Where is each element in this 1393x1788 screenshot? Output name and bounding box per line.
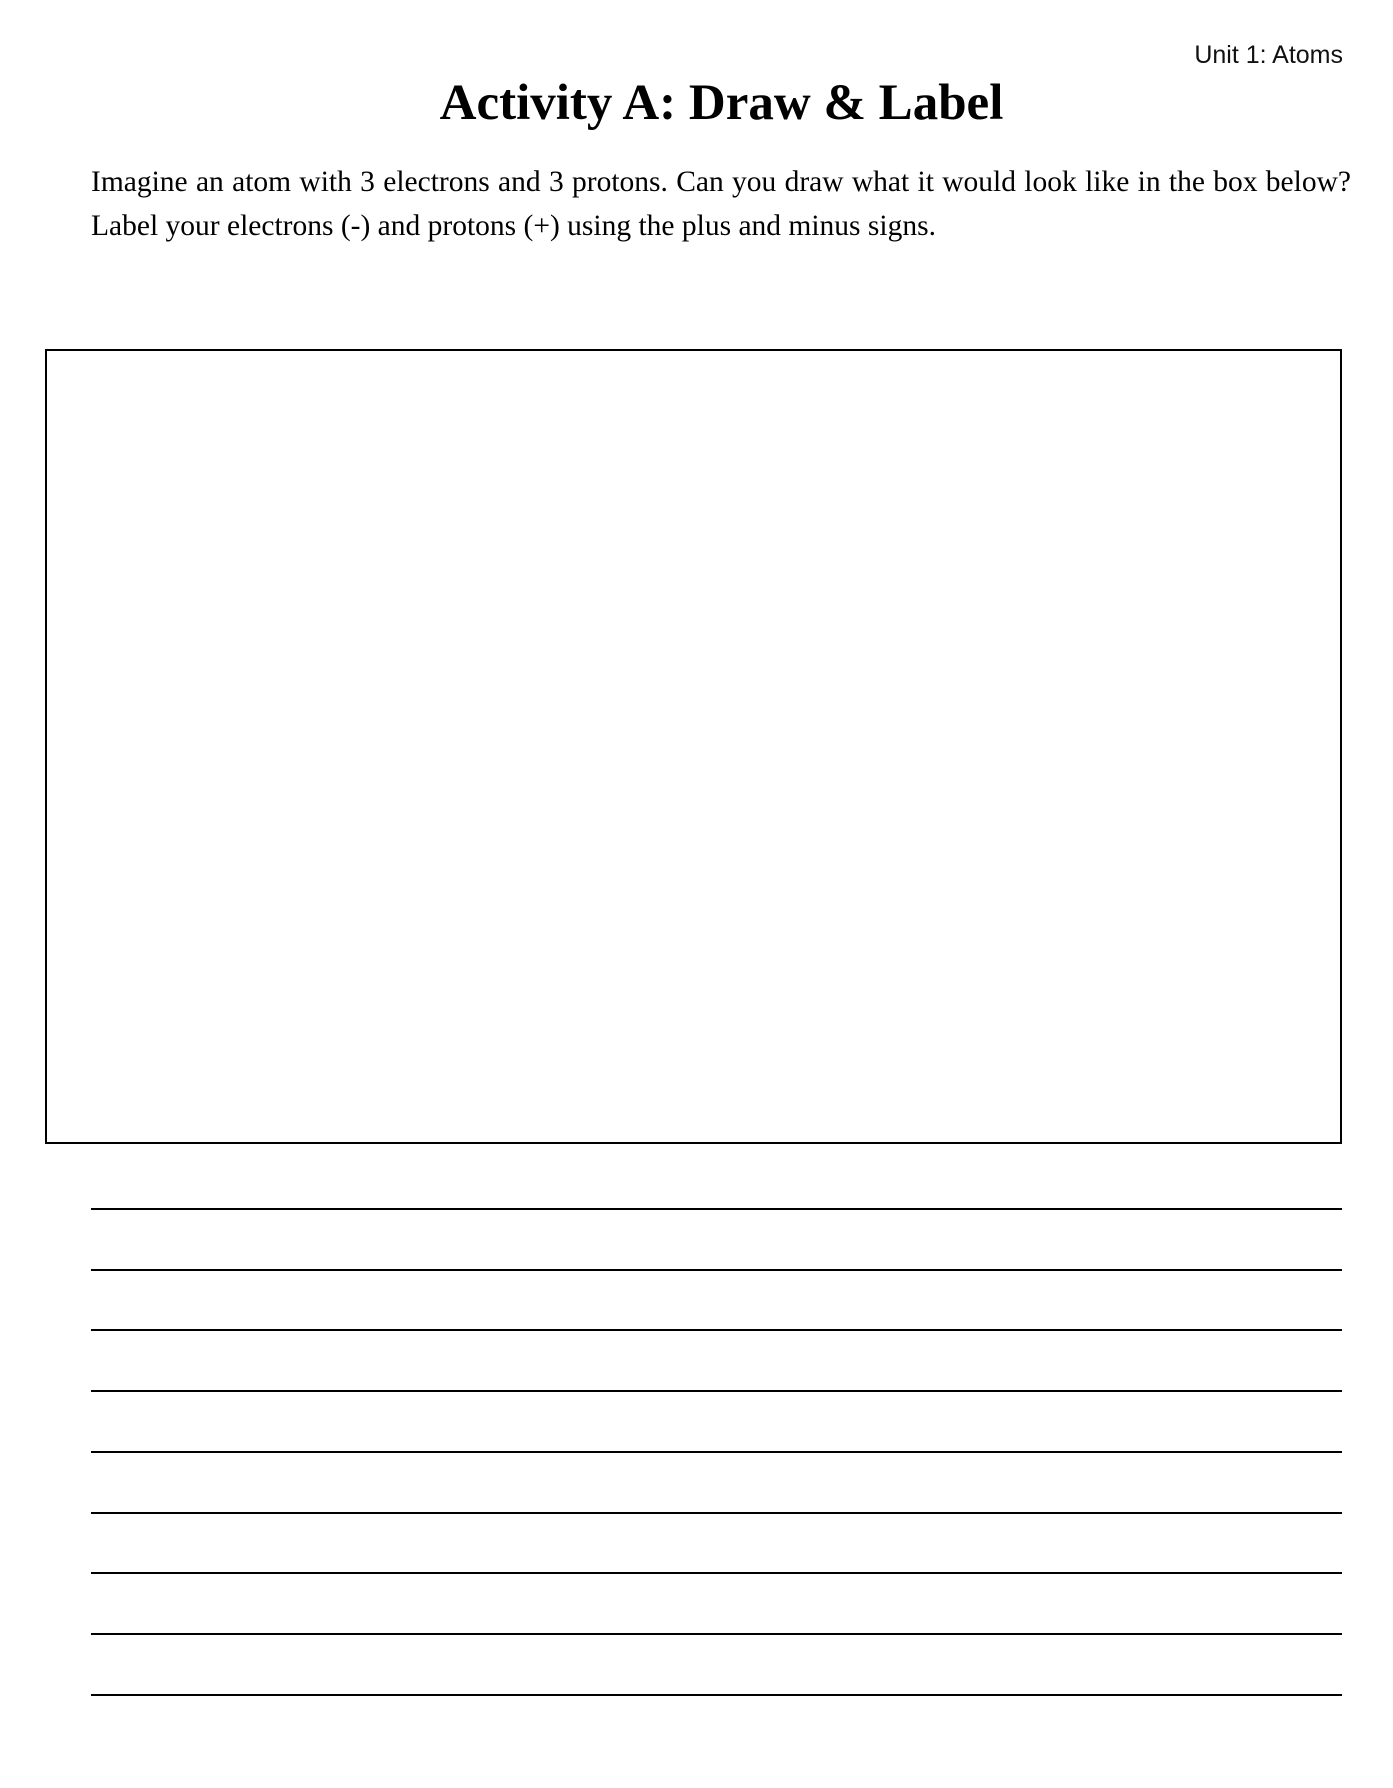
unit-label: Unit 1: Atoms [1194,41,1343,69]
answer-line[interactable] [91,1694,1342,1696]
answer-line[interactable] [91,1572,1342,1574]
answer-line[interactable] [91,1390,1342,1392]
answer-line[interactable] [91,1329,1342,1331]
drawing-box[interactable] [45,349,1342,1144]
answer-line[interactable] [91,1633,1342,1635]
answer-line[interactable] [91,1269,1342,1271]
answer-line[interactable] [91,1451,1342,1453]
answer-line[interactable] [91,1512,1342,1514]
answer-line[interactable] [91,1208,1342,1210]
instructions-text: Imagine an atom with 3 electrons and 3 protons. Can you draw what it would look like in the box below? Label your electrons (-) and protons (+) using the plus and minus signs. [91,166,1351,242]
page-title: Activity A: Draw & Label [439,75,1004,131]
